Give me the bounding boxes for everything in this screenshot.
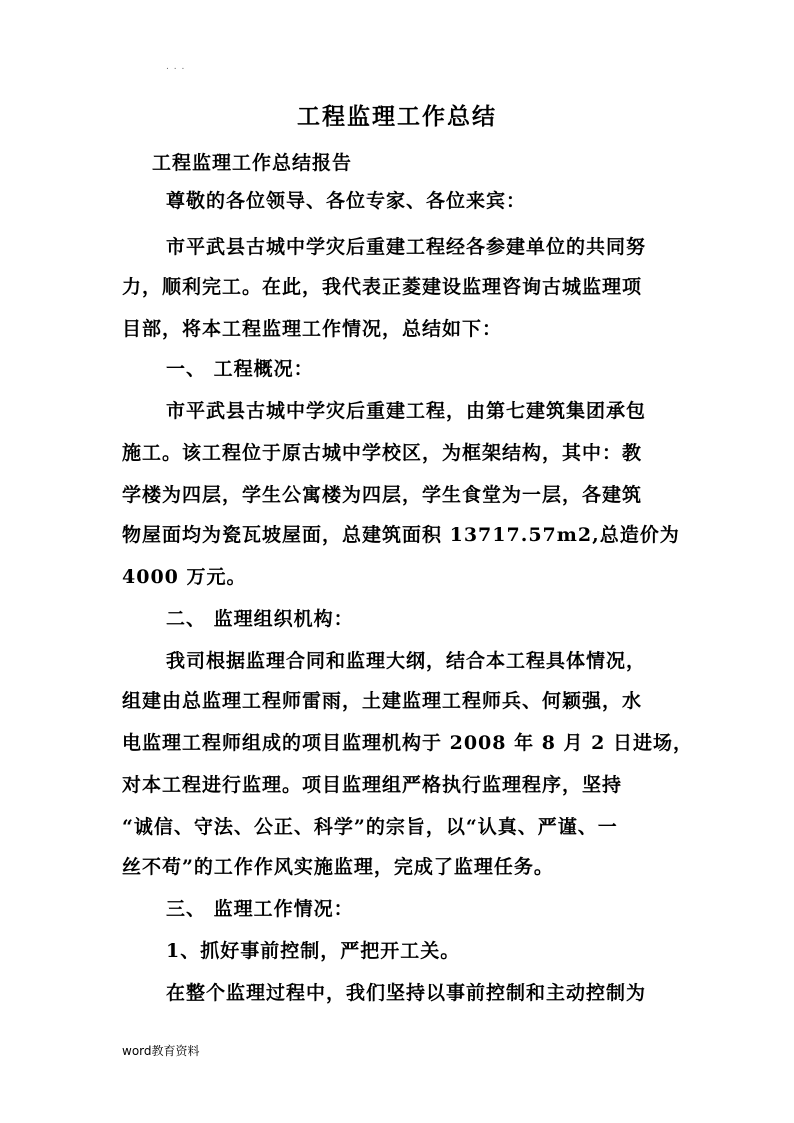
paragraph-line: 物屋面均为瓷瓦坡屋面，总建筑面积 13717.57m2,总造价为 bbox=[122, 524, 680, 546]
paragraph-line: 力，顺利完工。在此，我代表正菱建设监理咨询古城监理项 bbox=[122, 276, 643, 298]
paragraph-line: 施工。该工程位于原古城中学校区，为框架结构，其中：教 bbox=[122, 442, 643, 464]
document-title: 工程监理工作总结 bbox=[297, 103, 497, 130]
paragraph-line: 市平武县古城中学灾后重建工程，由第七建筑集团承包 bbox=[166, 400, 647, 422]
salutation: 尊敬的各位领导、各位专家、各位来宾： bbox=[166, 190, 527, 212]
section-heading: 一、 工程概况： bbox=[166, 358, 314, 380]
paragraph-line: 组建由总监理工程师雷雨，土建监理工程师兵、何颖强，水 bbox=[122, 690, 643, 712]
footer-text: word教育资料 bbox=[122, 1044, 200, 1058]
paragraph-line: 丝不苟”的工作作风实施监理，完成了监理任务。 bbox=[122, 856, 554, 878]
paragraph-line: 市平武县古城中学灾后重建工程经各参建单位的共同努 bbox=[166, 236, 647, 258]
paragraph-line: 电监理工程师组成的项目监理机构于 2008 年 8 月 2 日进场， bbox=[122, 732, 694, 754]
paragraph-line: “诚信、守法、公正、科学”的宗旨，以“认真、严谨、一 bbox=[122, 816, 618, 838]
report-subtitle: 工程监理工作总结报告 bbox=[152, 152, 353, 174]
paragraph-line: 学楼为四层，学生公寓楼为四层，学生食堂为一层，各建筑 bbox=[122, 484, 643, 506]
subsection-heading: 1、抓好事前控制，严把开工关。 bbox=[166, 940, 461, 962]
paragraph-line: 在整个监理过程中，我们坚持以事前控制和主动控制为 bbox=[166, 982, 647, 1004]
paragraph-line: 目部，将本工程监理工作情况，总结如下： bbox=[122, 318, 503, 340]
header-dots: . . . bbox=[166, 62, 186, 72]
section-heading: 二、 监理组织机构： bbox=[166, 608, 354, 630]
paragraph-line: 4000 万元。 bbox=[122, 566, 247, 588]
paragraph-line: 我司根据监理合同和监理大纲，结合本工程具体情况， bbox=[166, 650, 647, 672]
paragraph-line: 对本工程进行监理。项目监理组严格执行监理程序，坚持 bbox=[122, 774, 623, 796]
section-heading: 三、 监理工作情况： bbox=[166, 898, 354, 920]
